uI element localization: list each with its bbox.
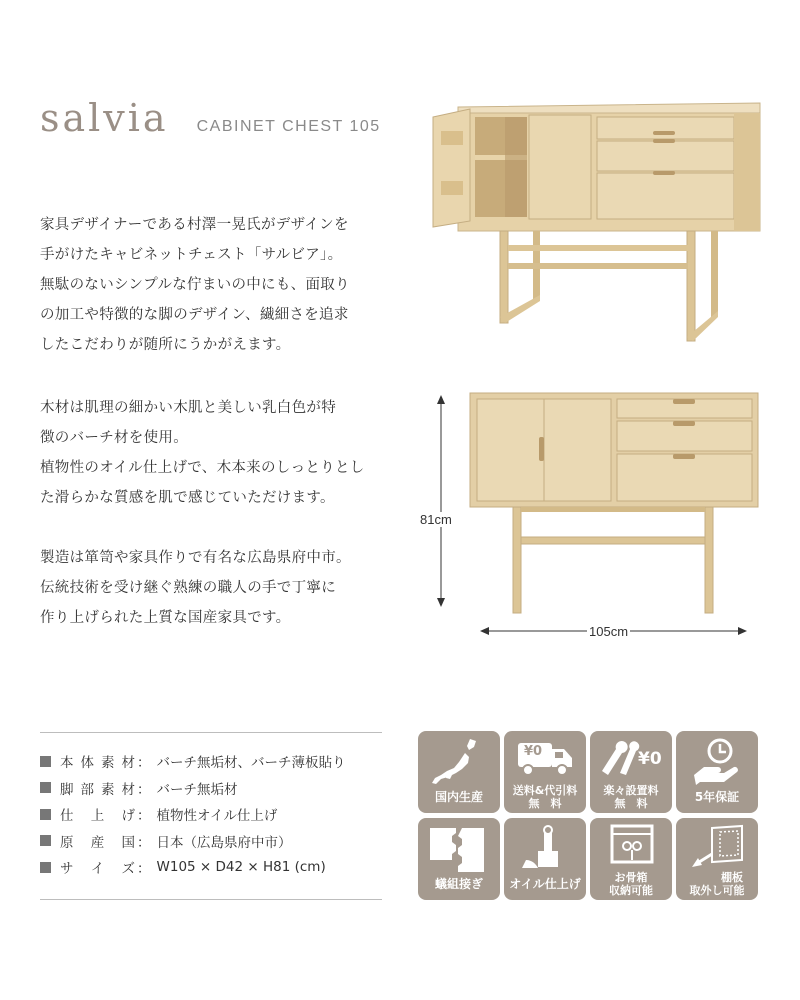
spec-row: [40, 775, 385, 802]
feature-label: 楽々設置料: [603, 784, 659, 797]
spec-value: 日本（広島県府中市）: [156, 834, 292, 851]
feature-label: オイル仕上げ: [509, 877, 581, 891]
description-paragraph-2: [40, 393, 385, 513]
description-line: 家具デザイナーである村澤一晃氏がデザインを: [40, 217, 349, 233]
spec-colon: ：: [137, 834, 151, 851]
spec-colon: ：: [137, 861, 151, 878]
spec-colon: ：: [137, 781, 151, 798]
product-photo: [425, 95, 765, 345]
bullet-square-icon: [40, 809, 51, 820]
bullet-square-icon: [40, 782, 51, 793]
feature-label-sub: 収納可能: [609, 884, 653, 897]
description-line: 作り上げられた上質な国産家具です。: [40, 610, 291, 626]
feature-urn-storage: [590, 818, 672, 900]
feature-oil-finish: [504, 818, 586, 900]
feature-label: 5年保証: [694, 790, 740, 804]
description-paragraph-3: [40, 543, 385, 633]
feature-removable-shelf: [676, 818, 758, 900]
description-line: 徴のバーチ材を使用。: [40, 430, 188, 446]
feature-label: お骨箱: [614, 871, 648, 884]
price-badge: ¥0: [638, 749, 662, 769]
feature-label: 棚板: [721, 871, 743, 884]
description-line: の加工や特徴的な脚のデザイン、繊細さを追求: [40, 307, 349, 323]
divider: [40, 899, 382, 900]
spec-value: W105 × D42 × H81 (cm): [156, 859, 326, 876]
feature-label: 送料&代引料: [512, 784, 578, 797]
divider: [40, 732, 382, 733]
product-name: salvia: [40, 96, 169, 140]
description-line: 伝統技術を受け継ぐ熟練の職人の手で丁寧に: [40, 580, 336, 596]
spec-row: [40, 828, 385, 855]
description-line: 製造は箪笥や家具作りで有名な広島県府中市。: [40, 550, 351, 566]
spec-row: [40, 748, 385, 775]
spec-value: バーチ無垢材、バーチ薄板貼り: [156, 755, 346, 772]
product-model: CABINET CHEST 105: [196, 118, 381, 135]
feature-label-sub: 無 料: [614, 797, 648, 810]
feature-free-setup: [590, 731, 672, 813]
spec-row: [40, 854, 385, 881]
description-line: 木材は肌理の細かい木肌と美しい乳白色が特: [40, 400, 336, 416]
feature-dovetail: [418, 818, 500, 900]
feature-badges: [418, 731, 758, 900]
bullet-square-icon: [40, 862, 51, 873]
description-line: 手がけたキャビネットチェスト「サルビア」。: [40, 247, 343, 263]
spec-value: 植物性オイル仕上げ: [156, 808, 278, 825]
spec-label: 脚 部 素 材: [60, 781, 135, 798]
price-badge: ¥0: [524, 744, 543, 759]
height-dimension: 81cm: [420, 512, 452, 527]
width-dimension: 105cm: [589, 624, 629, 639]
spec-label: 仕 上 げ: [60, 808, 135, 825]
bullet-square-icon: [40, 756, 51, 767]
feature-label: 国内生産: [434, 790, 483, 804]
spec-row: [40, 801, 385, 828]
feature-label: 蟻組接ぎ: [434, 877, 483, 891]
description-line: 植物性のオイル仕上げで、木本来のしっとりとし: [40, 460, 365, 476]
feature-label-sub: 取外し可能: [689, 884, 745, 897]
description-line: た滑らかな質感を肌で感じていただけます。: [40, 490, 335, 506]
description-line: したこだわりが随所にうかがえます。: [40, 337, 291, 353]
bullet-square-icon: [40, 835, 51, 846]
feature-warranty: [676, 731, 758, 813]
feature-domestic: [418, 731, 500, 813]
spec-value: バーチ無垢材: [156, 781, 238, 798]
spec-colon: ：: [137, 808, 151, 825]
spec-colon: ：: [137, 755, 151, 772]
spec-label: サ イ ズ: [60, 861, 135, 878]
spec-label: 原 産 国: [60, 834, 135, 851]
page-title: [40, 96, 381, 140]
description-line: 無駄のないシンプルな佇まいの中にも、面取り: [40, 277, 350, 293]
front-view-drawing: [425, 385, 765, 645]
feature-free-shipping: [504, 731, 586, 813]
spec-list: [40, 748, 385, 881]
spec-label: 本 体 素 材: [60, 755, 135, 772]
description-paragraph-1: [40, 210, 385, 360]
feature-label-sub: 無 料: [528, 797, 562, 810]
